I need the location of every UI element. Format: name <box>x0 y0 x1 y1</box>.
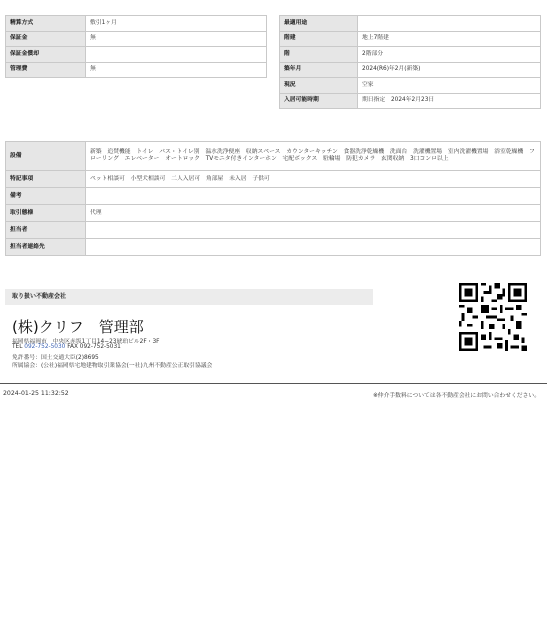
row-value: ペット相談可 小型犬相談可 二人入居可 角部屋 未入居 子供可 <box>86 171 541 188</box>
row-value: 2024(R6)年2月(新築) <box>358 62 541 78</box>
table-row <box>6 239 541 256</box>
company-address: 福岡県福岡市 中央区赤坂1丁目14−23琥珀ビル2F・3F <box>12 339 160 345</box>
table-row <box>6 142 541 171</box>
row-value: 無 <box>86 31 267 47</box>
license-number: 免許番号：国土交通大臣(2)8695 <box>12 355 99 361</box>
qr-code-icon <box>459 283 527 351</box>
row-value: 無 <box>86 62 267 78</box>
row-value: 2階部分 <box>358 47 541 63</box>
row-label: 取引態様 <box>6 205 86 222</box>
row-value: 代理 <box>86 205 541 222</box>
table-row <box>280 16 541 32</box>
row-label: 担当者 <box>6 222 86 239</box>
row-label: 階 <box>280 47 358 63</box>
row-value: 新築 追焚機能 トイレ バス・トイレ別 温水洗浄便座 収納スペース カウンターキッチン 食器洗浄乾燥機 洗面台 洗濯機置場 室内洗濯機置場 浴室乾燥機 フローリング エレベーター オートロック TVモニタ付きインターホン 宅配ボックス 駐輪場 防犯カメラ 玄関収納 3口コンロ以上 <box>86 142 541 171</box>
table-row <box>280 78 541 94</box>
table-row <box>280 47 541 63</box>
row-value <box>86 47 267 63</box>
company-name: (株)クリフ 管理部 <box>12 318 144 336</box>
row-value <box>86 188 541 205</box>
row-label: 担当者連絡先 <box>6 239 86 256</box>
row-label: 管理費 <box>6 62 86 78</box>
fax-number: FAX 092-752-5031 <box>67 344 121 350</box>
row-label: 保証金 <box>6 31 86 47</box>
table-row <box>6 31 267 47</box>
table-row <box>6 171 541 188</box>
footer-divider <box>0 383 547 384</box>
row-label: 階建 <box>280 31 358 47</box>
row-value <box>358 16 541 32</box>
row-value <box>86 239 541 256</box>
row-label: 入居可能時期 <box>280 93 358 109</box>
building-info-table <box>279 15 541 109</box>
print-timestamp: 2024-01-25 11:32:52 <box>3 390 69 397</box>
row-label: 精算方式 <box>6 16 86 32</box>
row-value: 期日指定 2024年2月23日 <box>358 93 541 109</box>
tel-label: TEL <box>12 344 23 350</box>
association: 所属協会：(公社)福岡県宅地建物取引業協会(一社)九州不動産公正取引協議会 <box>12 363 213 369</box>
row-label: 保証金償却 <box>6 47 86 63</box>
row-label: 備考 <box>6 188 86 205</box>
table-row <box>280 31 541 47</box>
lease-terms-table <box>5 15 267 78</box>
row-value: 敷引1ヶ月 <box>86 16 267 32</box>
table-row <box>6 62 267 78</box>
row-value: 空家 <box>358 78 541 94</box>
row-label: 築年月 <box>280 62 358 78</box>
table-row <box>280 62 541 78</box>
row-label: 特記事項 <box>6 171 86 188</box>
table-row <box>6 188 541 205</box>
tel-link[interactable]: 092-752-5030 <box>24 344 66 350</box>
fee-note: ※仲介手数料については各不動産会社にお問い合わせください。 <box>372 393 540 399</box>
row-value <box>86 222 541 239</box>
company-section-title: 取り扱い不動産会社 <box>5 289 373 305</box>
row-label: 設備 <box>6 142 86 171</box>
features-table <box>5 141 541 256</box>
row-label: 最適用途 <box>280 16 358 32</box>
company-contact <box>12 344 121 350</box>
table-row <box>6 16 267 32</box>
table-row <box>280 93 541 109</box>
row-label: 現況 <box>280 78 358 94</box>
table-row <box>6 205 541 222</box>
table-row <box>6 47 267 63</box>
row-value: 地上7階建 <box>358 31 541 47</box>
table-row <box>6 222 541 239</box>
